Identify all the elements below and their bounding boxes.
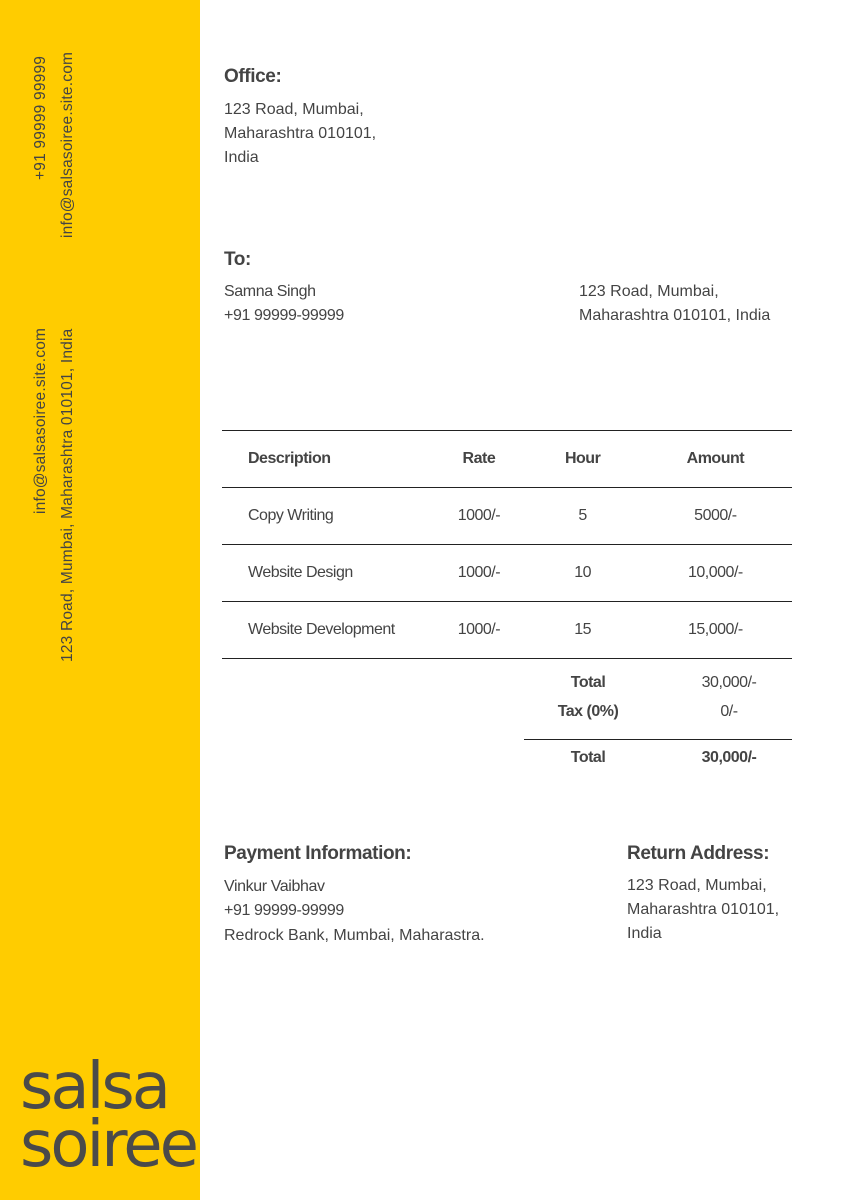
payment-name: Vinkur Vaibhav — [224, 878, 325, 895]
to-address-line: Maharashtra 010101, India — [579, 307, 771, 324]
table-header-row — [222, 430, 792, 487]
header-description: Description — [248, 450, 331, 467]
return-address-heading: Return Address: — [627, 843, 770, 864]
row-rate: 1000/- — [457, 621, 501, 638]
office-address-line: 123 Road, Mumbai, — [224, 101, 364, 118]
subtotal-label: Total — [570, 674, 606, 691]
row-amount: 10,000/- — [688, 564, 743, 581]
brand-logo — [20, 1050, 196, 1182]
return-address-line: India — [627, 925, 662, 942]
row-hour: 10 — [574, 564, 592, 581]
office-heading: Office: — [224, 66, 282, 87]
office-address-line: India — [224, 149, 259, 166]
header-rate: Rate — [462, 450, 496, 467]
payment-phone: +91 99999-99999 — [224, 902, 344, 919]
row-description: Website Design — [248, 564, 353, 581]
to-name: Samna Singh — [224, 283, 316, 300]
totals-divider — [524, 739, 792, 740]
invoice-table — [222, 430, 792, 659]
brand-logo-line2: soiree — [20, 1108, 196, 1182]
office-address-line: Maharashtra 010101, — [224, 125, 377, 142]
table-row — [222, 601, 792, 659]
payment-heading: Payment Information: — [224, 843, 412, 864]
tax-value: 0/- — [720, 703, 738, 720]
to-phone: +91 99999-99999 — [224, 307, 344, 324]
tax-label: Tax (0%) — [557, 703, 619, 720]
table-row — [222, 487, 792, 544]
to-address-line: 123 Road, Mumbai, — [579, 283, 719, 300]
row-description: Website Development — [248, 621, 395, 638]
subtotal-value: 30,000/- — [701, 674, 757, 691]
row-rate: 1000/- — [457, 507, 501, 524]
grand-total-label: Total — [570, 749, 606, 766]
header-hour: Hour — [564, 450, 601, 467]
sidebar-address: 123 Road, Mumbai, Maharashtra 010101, India — [59, 328, 76, 662]
row-amount: 15,000/- — [688, 621, 743, 638]
sidebar-email: info@salsasoiree.site.com — [59, 51, 76, 238]
grand-total-value: 30,000/- — [701, 749, 757, 766]
return-address-line: 123 Road, Mumbai, — [627, 877, 767, 894]
brand-logo-line1: salsa — [20, 1050, 168, 1124]
row-rate: 1000/- — [457, 564, 501, 581]
row-description: Copy Writing — [248, 507, 334, 524]
sidebar — [0, 0, 200, 1200]
payment-bank: Redrock Bank, Mumbai, Maharastra. — [224, 927, 485, 944]
row-hour: 15 — [574, 621, 592, 638]
sidebar-phone: +91 99999 99999 — [32, 55, 49, 180]
return-address-line: Maharashtra 010101, — [627, 901, 780, 918]
sidebar-email-secondary: info@salsasoiree.site.com — [32, 327, 49, 514]
row-amount: 5000/- — [694, 507, 737, 524]
row-hour: 5 — [578, 507, 587, 524]
to-heading: To: — [224, 249, 251, 270]
table-row — [222, 544, 792, 601]
header-amount: Amount — [686, 450, 745, 467]
